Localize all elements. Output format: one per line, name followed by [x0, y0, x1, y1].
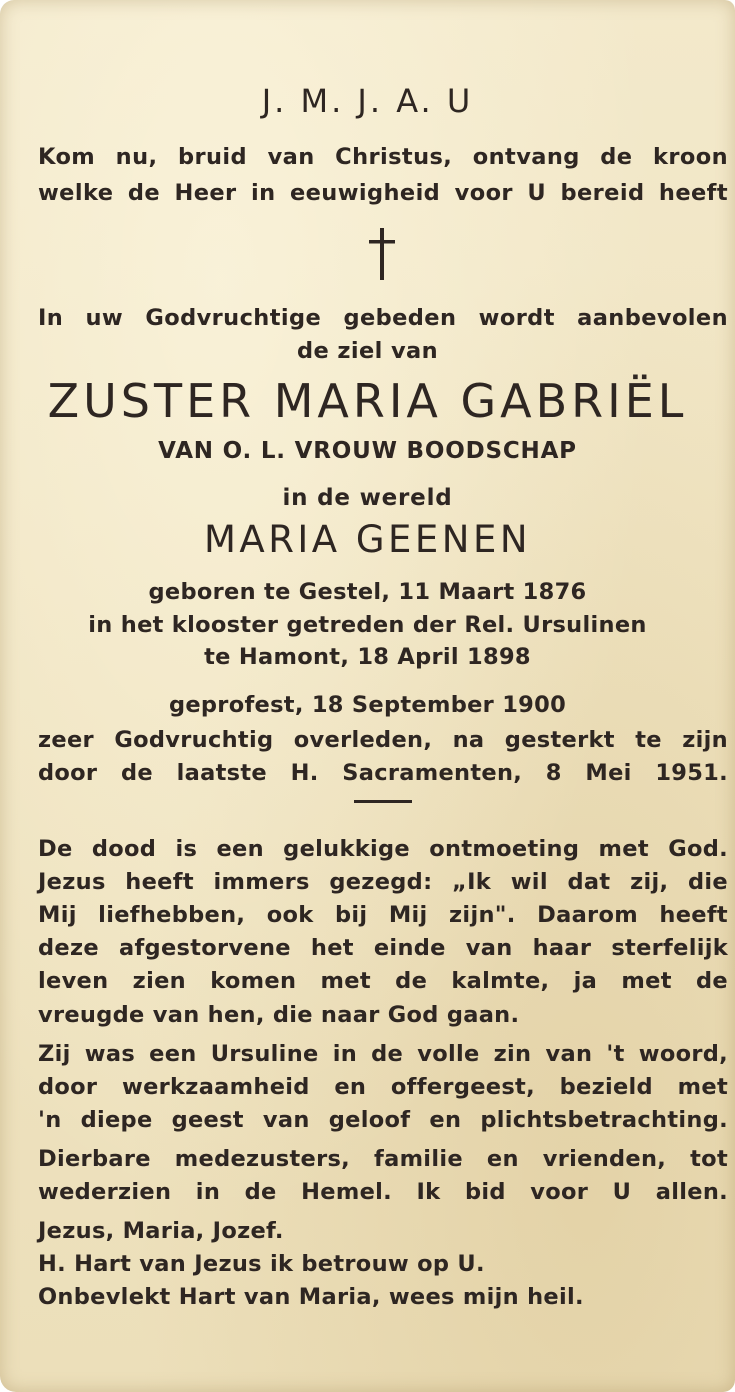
death-line-2: door de laatste H. Sacramenten, 8 Mei 1951. [38, 760, 728, 786]
profession-line: geprofest, 18 September 1900 [168, 692, 567, 718]
meditation-line: Zij was een Ursuline in de volle zin van 't woord, [38, 1041, 728, 1067]
prayer-line: Jezus, Maria, Jozef. [38, 1218, 284, 1244]
religious-name: ZUSTER MARIA GABRIËL [47, 374, 688, 428]
meditation-line: leven zien komen met de kalmte, ja met de [38, 968, 728, 994]
birth-line: geboren te Gestel, 11 Maart 1876 [148, 579, 587, 605]
convent-line: in het klooster getreden der Rel. Ursulinen [88, 612, 647, 638]
prayer-line: H. Hart van Jezus ik betrouw op U. [38, 1251, 485, 1277]
convent-place-line: te Hamont, 18 April 1898 [204, 644, 531, 670]
meditation-line: door werkzaamheid en offergeest, bezield met [38, 1074, 728, 1100]
prayer-line: Onbevlekt Hart van Maria, wees mijn heil. [38, 1284, 584, 1310]
religious-title: VAN O. L. VROUW BOODSCHAP [158, 438, 577, 464]
section-divider [354, 800, 412, 803]
meditation-line: Jezus heeft immers gezegd: „Ik wil dat zij, die [38, 869, 728, 895]
meditation-line: vreugde van hen, die naar God gaan. [38, 1002, 520, 1028]
birth-name: MARIA GEENEN [203, 518, 532, 561]
epigraph-line-2: welke de Heer in eeuwigheid voor U bereid heeft [38, 180, 728, 206]
meditation-line: wederzien in de Hemel. Ik bid voor U allen. [38, 1179, 728, 1205]
meditation-line: De dood is een gelukkige ontmoeting met God. [38, 836, 728, 862]
recommendation-line-1: In uw Godvruchtige gebeden wordt aanbevolen [38, 305, 728, 331]
cross-icon [352, 226, 412, 282]
epigraph-line-1: Kom nu, bruid van Christus, ontvang de kroon [38, 144, 728, 170]
recommendation-line-2: de ziel van [296, 338, 439, 364]
monogram: J. M. J. A. U [261, 82, 474, 120]
meditation-line: Mij liefhebben, ook bij Mij zijn". Daarom heeft [38, 902, 728, 928]
death-line-1: zeer Godvruchtig overleden, na gesterkt te zijn [38, 727, 728, 753]
meditation-line: deze afgestorvene het einde van haar sterfelijk [38, 935, 728, 961]
meditation-line: Dierbare medezusters, familie en vrienden, tot [38, 1146, 728, 1172]
meditation-line: 'n diepe geest van geloof en plichtsbetrachting. [38, 1107, 728, 1133]
in-the-world-label: in de wereld [282, 485, 453, 511]
